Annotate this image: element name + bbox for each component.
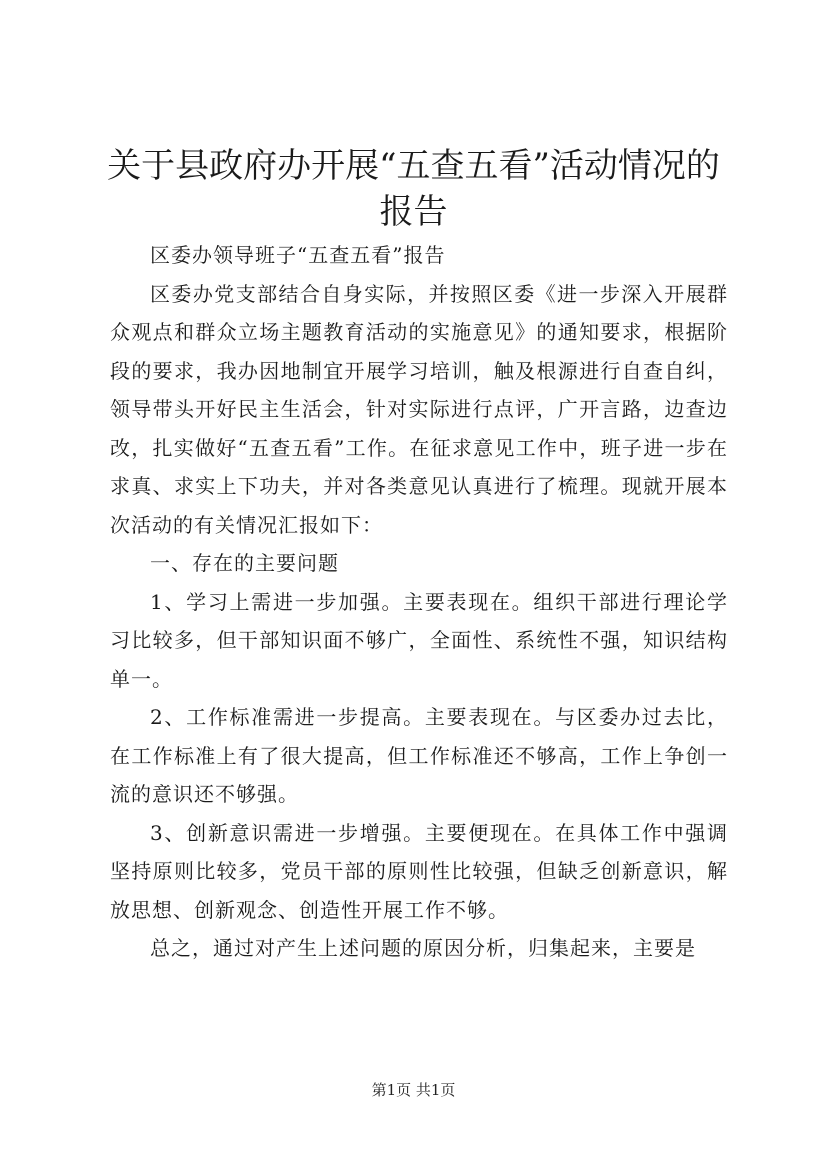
paragraph-item-2: 2、工作标准需进一步提高。主要表现在。与区委办过去比，在工作标准上有了很大提高，但工作标准还不够高，工作上争创一流的意识还不够强。 xyxy=(110,705,728,806)
section-heading: 一、存在的主要问题 xyxy=(150,551,339,575)
paragraph-item-3: 3、创新意识需进一步增强。主要便现在。在具体工作中强调坚持原则比较多，党员干部的原则性比较强，但缺乏创新意识，解放思想、创新观念、创造性开展工作不够。 xyxy=(110,820,728,922)
page-footer: 第1页 共1页 xyxy=(371,1081,456,1099)
document-body xyxy=(110,236,728,968)
paragraph-item-1: 1、学习上需进一步加强。主要表现在。组织干部进行理论学习比较多，但干部知识面不够广，全面性、系统性不强，知识结构单一。 xyxy=(110,589,728,691)
paragraph-intro: 区委办党支部结合自身实际，并按照区委《进一步深入开展群众观点和群众立场主题教育活动的实施意见》的通知要求，根据阶段的要求，我办因地制宜开展学习培训，触及根源进行自查自纠，领导带头开好民主生活会，针对实际进行点评，广开言路，边查边改，扎实做好“五查五看”工作。在征求意见工作中，班子进一步在求真、求实上下功夫，并对各类意见认真进行了梳理。现就开展本次活动的有关情况汇报如下： xyxy=(110,281,728,537)
paragraph-summary: 总之，通过对产生上述问题的原因分析，归集起来，主要是 xyxy=(150,936,696,960)
document-title: 关于县政府办开展“五查五看”活动情况的报告 xyxy=(107,146,720,232)
paragraph-subtitle: 区委办领导班子“五查五看”报告 xyxy=(150,243,446,267)
